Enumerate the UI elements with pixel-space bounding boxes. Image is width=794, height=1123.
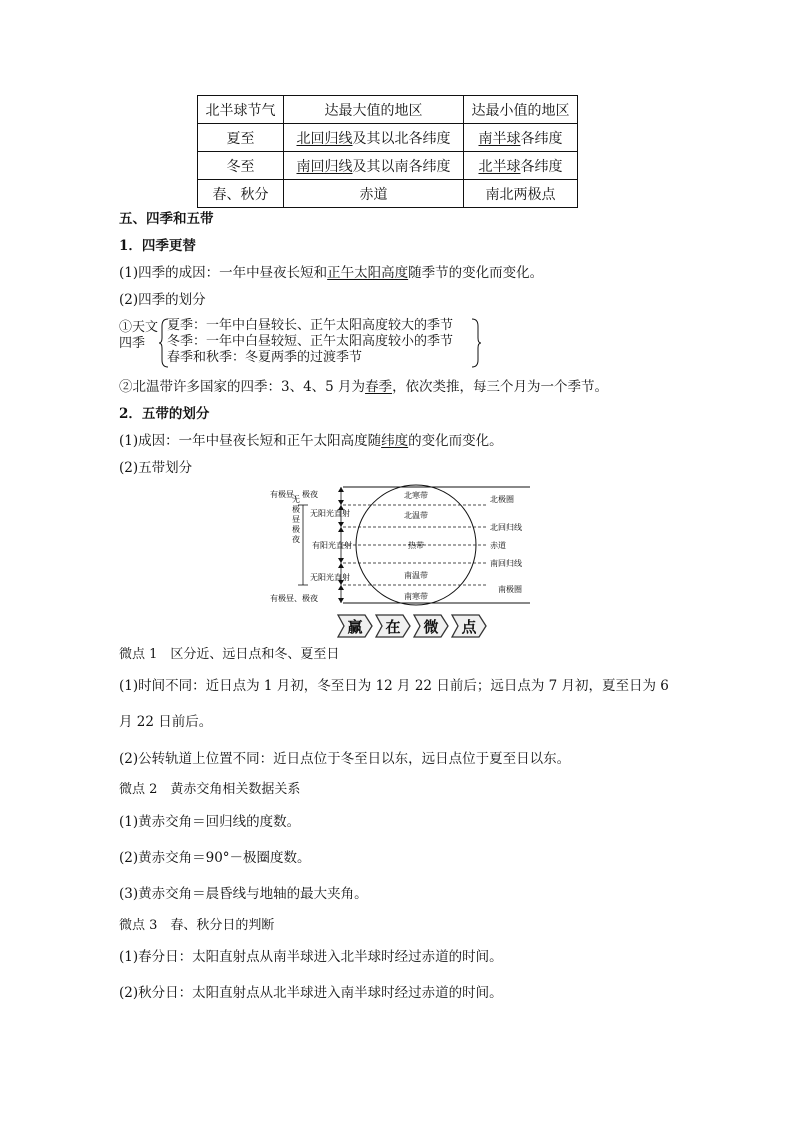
zone-label: 北寒带 (404, 491, 428, 500)
right-label: 南回归线 (490, 559, 522, 568)
table-row (198, 180, 578, 208)
right-label: 北极圈 (490, 495, 514, 504)
astro-lines (167, 318, 453, 366)
banner-char: 在 (385, 617, 401, 636)
table-cell-max: 赤道 (284, 180, 464, 208)
astro-label-line: ①天文 (119, 320, 159, 335)
table-cell-max (284, 152, 464, 180)
paragraph: (1)黄赤交角＝回归线的度数。 (119, 814, 301, 830)
banner-chevron (375, 614, 411, 638)
table-row (198, 152, 578, 180)
right-brace-icon (471, 318, 481, 368)
banner-char: 赢 (347, 617, 363, 636)
right-label: 赤道 (490, 541, 506, 550)
banner-char: 点 (461, 617, 477, 636)
underlined-answer: 春季 (365, 379, 393, 395)
cell-text: 及其以南各纬度 (352, 158, 451, 175)
text: 随季节的变化而变化。 (408, 265, 544, 281)
underlined-answer: 南回归线 (296, 158, 353, 175)
subsection-title: 2．五带的划分 (119, 406, 210, 422)
table-header-cell: 达最小值的地区 (464, 96, 578, 124)
left-label: 有极昼、极夜 (270, 594, 318, 603)
section-banner (337, 614, 487, 638)
solar-term-table (197, 95, 578, 208)
left-label: 无阳光直射 (310, 573, 350, 582)
paragraph: (2)黄赤交角＝90°－极圈度数。 (119, 850, 311, 866)
banner-char: 微 (423, 617, 439, 636)
text: (1)四季的成因：一年中昼夜长短和 (119, 265, 328, 281)
cell-text: 各纬度 (520, 130, 563, 147)
underlined-answer: 南半球 (478, 130, 521, 147)
cell-text: 及其以北各纬度 (352, 130, 451, 147)
paragraph: (2)秋分日：太阳直射点从北半球进入南半球时经过赤道的时间。 (119, 985, 503, 1001)
table-cell-term: 春、秋分 (198, 180, 284, 208)
table-row (198, 124, 578, 152)
left-vertical-label: 无极昼极夜 (291, 495, 301, 545)
left-label: 有极昼、极夜 (270, 490, 318, 499)
paragraph: (2)四季的划分 (119, 292, 206, 308)
paragraph: (2)公转轨道上位置不同：近日点位于冬至日以东，远日点位于夏至日以东。 (119, 751, 571, 767)
subsection-title: 1．四季更替 (119, 238, 196, 254)
astro-label-line: 四季 (119, 336, 146, 351)
table-header-row (198, 96, 578, 124)
point-title: 微点 1 区分近、远日点和冬、夏至日 (119, 647, 340, 662)
paragraph: (1)时间不同：近日点为 1 月初，冬至日为 12 月 22 日前后；远日点为 7 月初，夏至日为 6 (119, 678, 669, 694)
underlined-answer: 北回归线 (296, 130, 353, 147)
point-title: 微点 2 黄赤交角相关数据关系 (119, 782, 301, 797)
table-cell-min: 南北两极点 (464, 180, 578, 208)
text: ②北温带许多国家的四季：3、4、5 月为 (119, 379, 366, 395)
table-cell-term: 夏至 (198, 124, 284, 152)
left-label: 有阳光直射 (312, 541, 352, 550)
table-cell-term: 冬至 (198, 152, 284, 180)
text: 的变化而变化。 (408, 433, 503, 449)
paragraph: (3)黄赤交角＝晨昏线与地轴的最大夹角。 (119, 886, 368, 902)
point-title: 微点 3 春、秋分日的判断 (119, 918, 275, 933)
paragraph (119, 378, 608, 396)
banner-chevron (337, 614, 373, 638)
underlined-answer: 纬度 (381, 433, 409, 449)
left-label: 无阳光直射 (310, 509, 350, 518)
right-label: 北回归线 (490, 523, 522, 532)
astronomical-seasons-block (119, 318, 489, 368)
zone-label: 热带 (408, 541, 424, 550)
underlined-answer: 北半球 (478, 158, 521, 175)
text: ，依次类推，每三个月为一个季节。 (392, 379, 609, 395)
paragraph (119, 432, 503, 450)
zone-label: 南温带 (404, 571, 428, 580)
section-title: 五、四季和五带 (119, 211, 214, 227)
paragraph: (1)春分日：太阳直射点从南半球进入北半球时经过赤道的时间。 (119, 949, 503, 965)
cell-text: 各纬度 (520, 158, 563, 175)
zone-label: 南寒带 (404, 592, 428, 601)
underlined-answer: 正午太阳高度 (327, 265, 409, 281)
table-cell-min (464, 152, 578, 180)
table-cell-max (284, 124, 464, 152)
astro-line: 冬季：一年中白昼较短、正午太阳高度较小的季节 (167, 334, 454, 349)
astro-line: 夏季：一年中白昼较长、正午太阳高度较大的季节 (167, 318, 454, 333)
astro-label (119, 320, 158, 352)
banner-chevron (451, 614, 487, 638)
table-header-cell: 达最大值的地区 (284, 96, 464, 124)
text: (1)成因：一年中昼夜长短和正午太阳高度随 (119, 433, 382, 449)
banner-chevron (413, 614, 449, 638)
zone-label: 北温带 (404, 511, 428, 520)
paragraph: 月 22 日前后。 (119, 714, 213, 730)
table-cell-min (464, 124, 578, 152)
paragraph: (2)五带划分 (119, 460, 193, 476)
astro-line: 春季和秋季：冬夏两季的过渡季节 (167, 350, 363, 365)
paragraph (119, 264, 543, 282)
five-zones-diagram (258, 482, 533, 608)
table-header-cell: 北半球节气 (198, 96, 284, 124)
right-label: 南极圈 (498, 585, 522, 594)
